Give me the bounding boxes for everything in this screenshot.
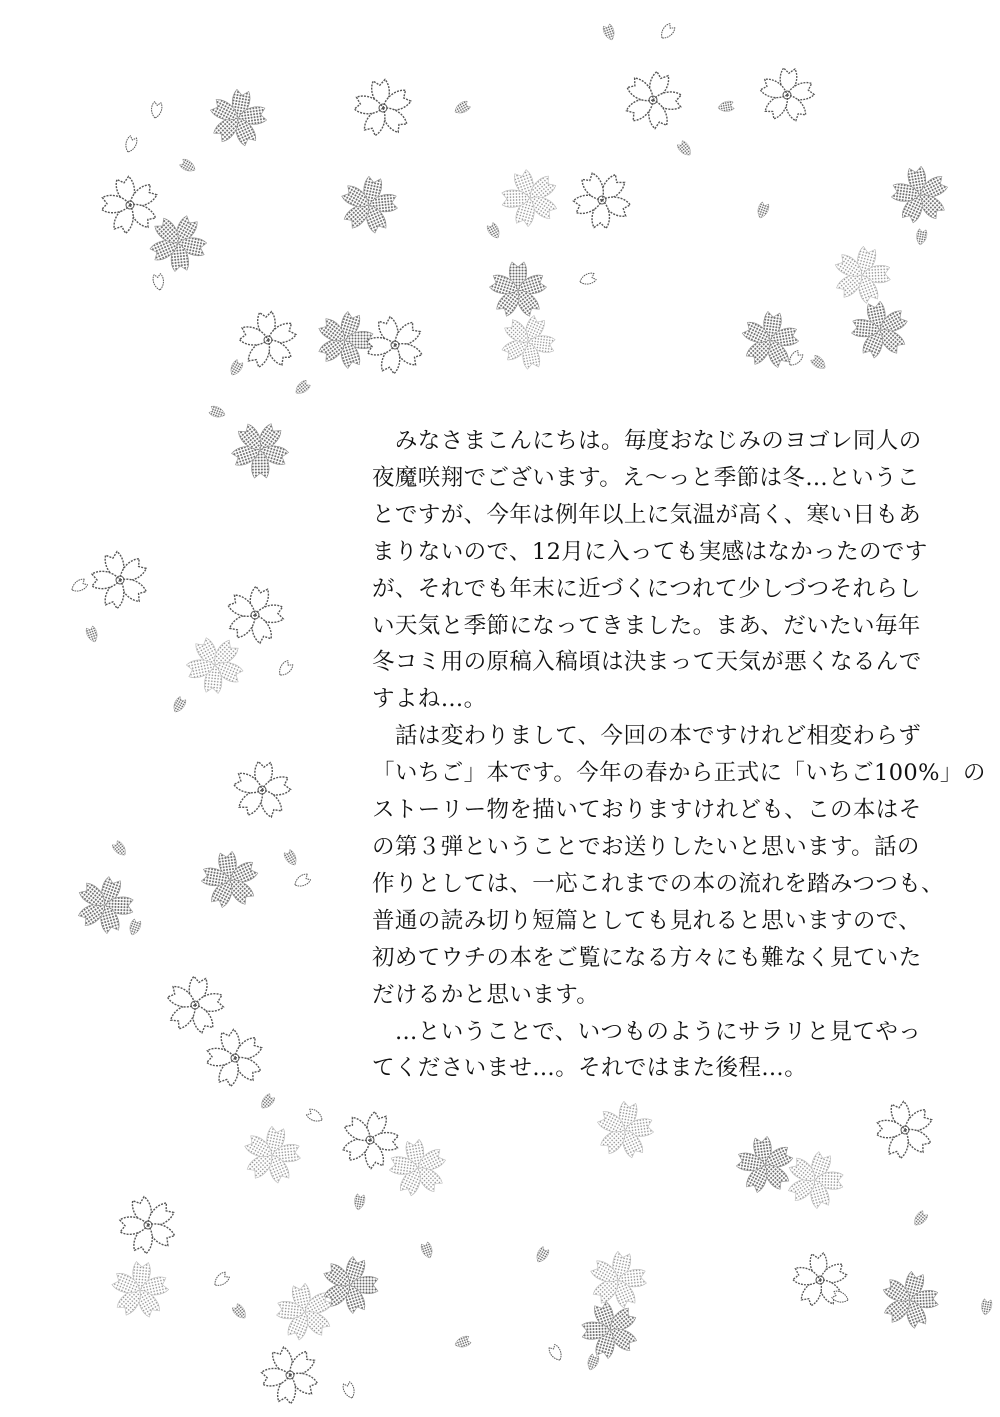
petal-icon (658, 22, 676, 41)
text-line: すよね…。 (372, 686, 487, 713)
text-line: 初めてウチの本をご覧になる方々にも難なく見ていた (372, 944, 922, 971)
petal-icon (171, 696, 188, 715)
text-line: が、それでも年末に近づくにつれて少しづつそれらし (372, 575, 922, 602)
cherry-blossom-icon (616, 64, 690, 136)
petal-icon (258, 1092, 276, 1111)
cherry-blossom-icon (220, 410, 300, 489)
petal-icon (276, 659, 294, 678)
petal-icon (585, 1353, 600, 1372)
petal-icon (292, 873, 311, 890)
petal-icon (293, 379, 312, 397)
petal-icon (231, 1302, 249, 1321)
petal-icon (353, 1193, 366, 1211)
petal-icon (212, 1271, 231, 1289)
cherry-blossom-icon (197, 848, 263, 911)
petal-icon (809, 354, 828, 372)
cherry-blossom-icon (886, 162, 953, 227)
cherry-blossom-icon (846, 297, 915, 364)
petal-icon (228, 359, 245, 378)
cherry-blossom-icon (489, 262, 548, 318)
petal-icon (69, 578, 88, 595)
cherry-blossom-icon (199, 1023, 270, 1092)
petal-icon (150, 101, 163, 119)
text-line: 作りとしては、一応これまでの本の流れを踏みつつも、 (372, 870, 945, 897)
cherry-blossom-icon (732, 1133, 798, 1196)
cherry-blossom-icon (94, 170, 165, 239)
cherry-blossom-icon (220, 581, 290, 649)
cherry-blossom-icon (271, 1279, 340, 1346)
cherry-blossom-icon (230, 760, 293, 821)
petal-icon (179, 158, 198, 175)
petal-icon (453, 1335, 472, 1350)
petal-icon (602, 23, 617, 42)
cherry-blossom-icon (869, 1095, 940, 1164)
text-line: 話は変わりまして、今回の本ですけれど相変わらず (372, 723, 922, 750)
petal-icon (127, 918, 142, 937)
text-line: …ということで、いつものようにサラリと見てやっ (372, 1018, 922, 1045)
petal-icon (111, 839, 129, 858)
cherry-blossom-icon (591, 1097, 658, 1162)
petal-icon (152, 273, 165, 291)
petal-icon (342, 1381, 357, 1400)
text-line: 「いちご」本です。今年の春から正式に「いちご100%」の (372, 760, 986, 787)
cherry-blossom-icon (236, 310, 299, 371)
text-line: い天気と季節になってきました。まあ、だいたい毎年 (372, 612, 921, 639)
petal-icon (85, 625, 100, 644)
cherry-blossom-icon (83, 544, 156, 615)
text-line: の第３弾ということでお送りしたいと思います。話の (372, 833, 920, 860)
petal-icon (452, 100, 471, 117)
cherry-blossom-icon (492, 306, 565, 378)
cherry-blossom-icon (573, 1294, 647, 1366)
petal-icon (306, 1108, 325, 1125)
petal-icon (123, 135, 138, 154)
petal-icon (717, 100, 735, 113)
cherry-blossom-icon (161, 972, 228, 1037)
petal-icon (486, 222, 503, 241)
petal-icon (786, 349, 804, 368)
text-line: てくださいませ…。それではまた後程…。 (372, 1055, 808, 1082)
cherry-blossom-icon (335, 172, 404, 239)
text-line: とですが、今年は例年以上に気温が高く、寒い日もあ (372, 501, 922, 528)
petal-icon (420, 1241, 435, 1260)
cherry-blossom-icon (350, 76, 416, 139)
cherry-blossom-icon (827, 240, 898, 309)
cherry-blossom-icon (252, 1337, 329, 1412)
petal-icon (676, 139, 694, 158)
petal-icon (980, 1298, 993, 1316)
cherry-blossom-icon (778, 1144, 852, 1216)
petal-icon (283, 849, 300, 868)
cherry-blossom-icon (111, 1189, 185, 1261)
text-line: 夜魔咲翔でございます。え～っと季節は冬…というこ (372, 464, 920, 491)
petal-icon (208, 405, 227, 420)
text-line: 普通の読み切り短篇としても見れると思いますので、 (372, 907, 922, 934)
cherry-blossom-icon (562, 160, 643, 240)
cherry-blossom-icon (875, 1265, 946, 1334)
cherry-blossom-icon (238, 1122, 307, 1189)
text-line: まりないので、12月に入っても実感はなかったのです (372, 538, 928, 565)
text-line: 冬コミ用の原稿入稿頃は決まって天気が悪くなるんで (372, 649, 922, 676)
petal-icon (548, 1344, 565, 1363)
cherry-blossom-icon (493, 162, 567, 234)
text-line: だけるかと思います。 (372, 981, 600, 1008)
cherry-blossom-icon (757, 66, 817, 124)
text-line: ストーリー物を描いておりますけれども、この本はそ (372, 797, 922, 824)
cherry-blossom-icon (108, 1260, 171, 1321)
text-line: みなさまこんにちは。毎度おなじみのヨゴレ同人の (372, 428, 922, 454)
cherry-blossom-icon (204, 85, 271, 150)
petal-icon (578, 272, 597, 287)
cherry-blossom-icon (176, 626, 255, 704)
greeting-text (372, 423, 986, 1087)
cherry-blossom-icon (584, 1247, 653, 1314)
petal-icon (534, 1246, 551, 1265)
petal-icon (915, 228, 928, 246)
petal-icon (755, 201, 770, 220)
petal-icon (911, 1209, 929, 1228)
